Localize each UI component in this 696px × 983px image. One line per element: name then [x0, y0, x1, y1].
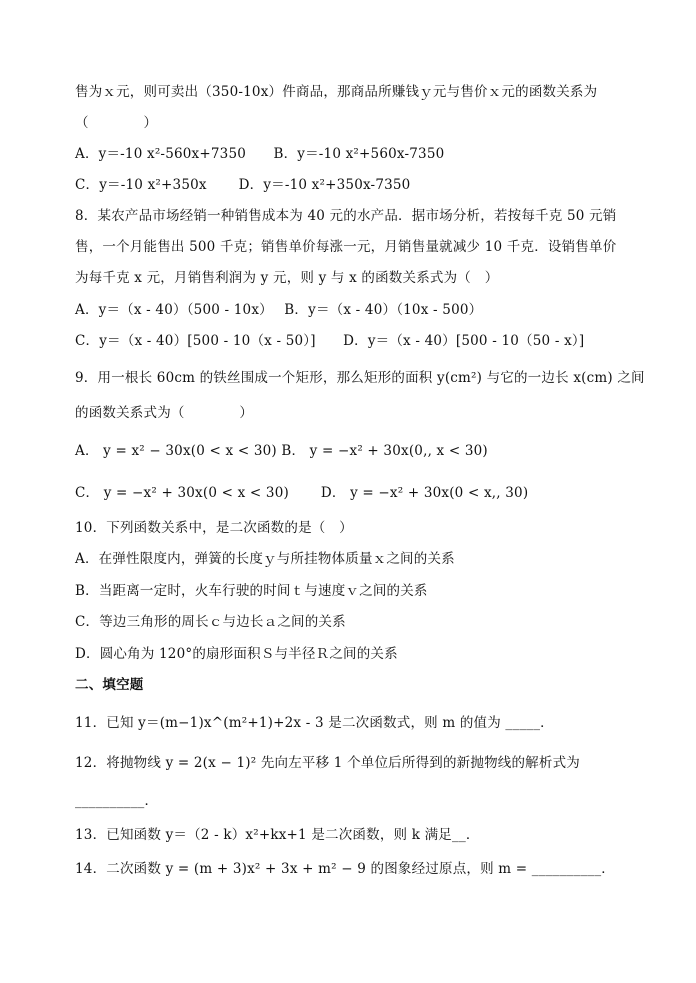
q8-stem-line2: 售，一个月能售出 500 千克；销售单价每涨一元，月销售量就减少 10 千克．设销售单价 — [75, 239, 617, 255]
q10-option-a: A．在弹性限度内，弹簧的长度ｙ与所挂物体质量ｘ之间的关系 — [75, 551, 455, 567]
q13-stem: 13．已知函数 y＝（2 - k）x²+kx+1 是二次函数，则 k 满足__． — [75, 827, 480, 843]
q11-stem: 11．已知 y＝(m−1)x^(m²+1)+2x - 3 是二次函数式，则 m 的值为 _____． — [75, 715, 554, 731]
q10-stem: 10．下列函数关系中，是二次函数的是（ ） — [75, 520, 353, 536]
q7-stem-continued: 售为ｘ元，则可卖出（350-10x）件商品，那商品所赚钱ｙ元与售价ｘ元的函数关系为 — [75, 84, 598, 100]
q9-options-ab: A． y = x² − 30x(0 < x < 30) B． y = −x² + 30x(0,, x < 30) — [75, 443, 488, 459]
q8-stem-line3: 为每千克 x 元，月销售利润为 y 元，则 y 与 x 的函数关系式为（ ） — [75, 270, 499, 286]
q8-options-ab: A．y＝（x - 40）（500 - 10x） B．y＝（x - 40）（10x - 500） — [75, 302, 483, 318]
q12-answer-blank: __________． — [75, 793, 159, 809]
section-heading-fill-in: 二、填空题 — [75, 677, 144, 693]
q10-option-d: D．圆心角为 120°的扇形面积Ｓ与半径Ｒ之间的关系 — [75, 646, 398, 662]
q10-option-b: B．当距离一定时，火车行驶的时间ｔ与速度ｖ之间的关系 — [75, 583, 428, 599]
q8-options-cd: C．y＝（x - 40）[500 - 10（x - 50）] D．y＝（x - 40）[500 - 10（50 - x）] — [75, 333, 585, 349]
q9-stem-line2: 的函数关系式为（ ） — [75, 405, 254, 421]
q12-stem: 12．将抛物线 y = 2(x − 1)² 先向左平移 1 个单位后所得到的新抛物线的解析式为 — [75, 755, 580, 771]
q9-options-cd: C． y = −x² + 30x(0 < x < 30) D． y = −x² + 30x(0 < x,, 30) — [75, 485, 529, 501]
q8-stem-line1: 8．某农产品市场经销一种销售成本为 40 元的水产品．据市场分析，若按每千克 50 元销 — [75, 208, 617, 224]
q14-stem: 14．二次函数 y = (m + 3)x² + 3x + m² − 9 的图象经过原点，则 m = __________． — [75, 861, 615, 877]
q7-options-cd: C．y＝-10 x²+350x D．y＝-10 x²+350x-7350 — [75, 177, 411, 193]
q10-option-c: C．等边三角形的周长ｃ与边长ａ之间的关系 — [75, 614, 346, 630]
q7-options-ab: A．y＝-10 x²-560x+7350 B．y＝-10 x²+560x-7350 — [75, 146, 445, 162]
q7-answer-bracket: （ ） — [75, 115, 158, 131]
q9-stem-line1: 9．用一根长 60cm 的铁丝围成一个矩形，那么矩形的面积 y(cm²) 与它的一边长 x(cm) 之间 — [75, 370, 645, 386]
